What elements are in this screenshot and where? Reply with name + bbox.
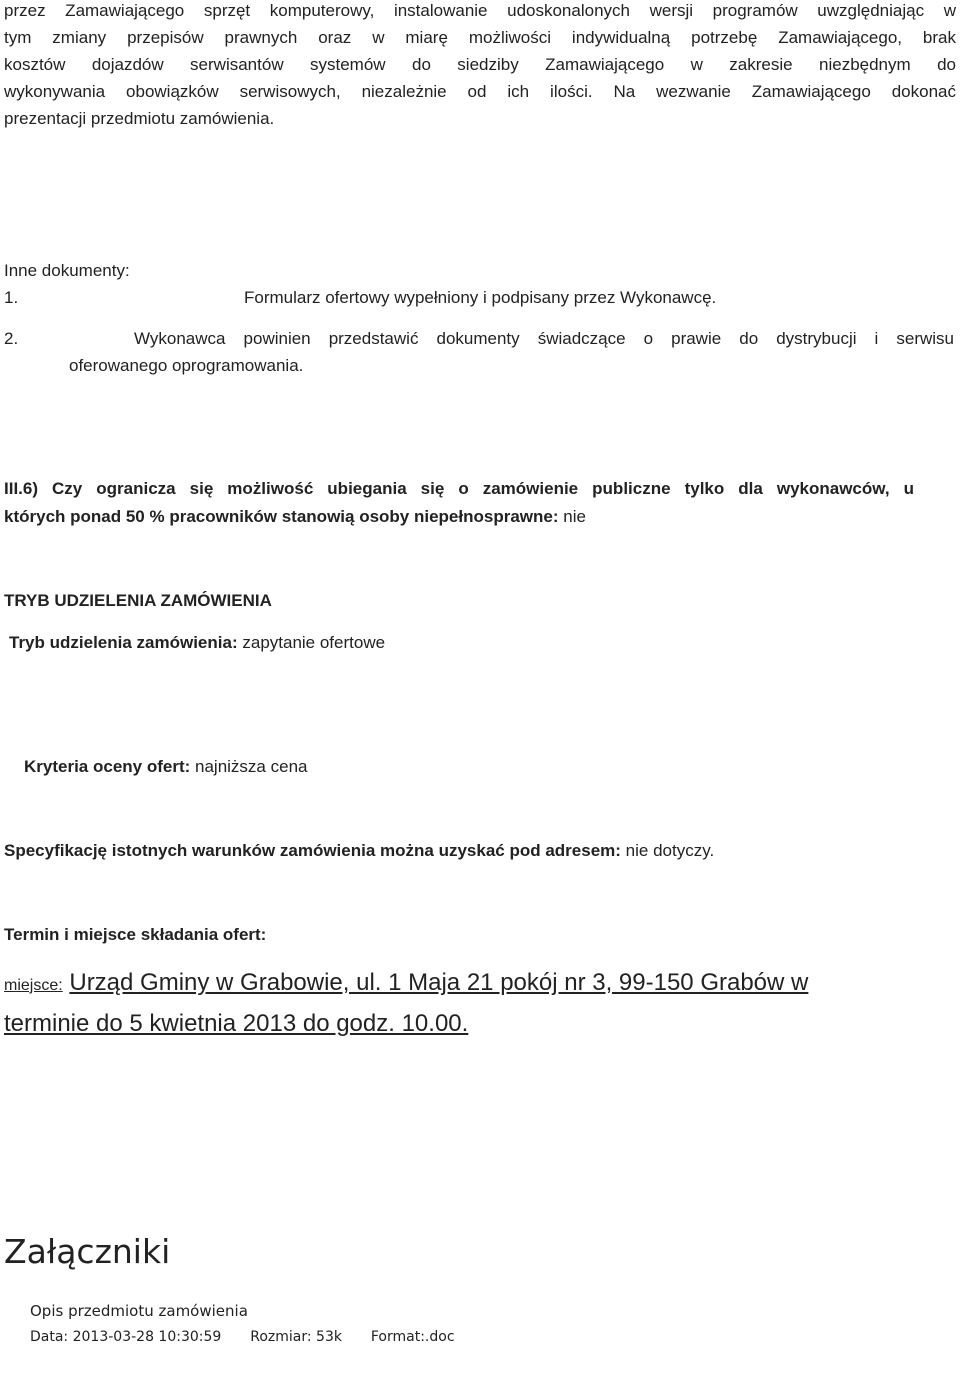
tryb-value: zapytanie ofertowe [242,633,386,652]
criteria-row [24,753,307,780]
intro-paragraph [4,0,956,132]
criteria-value: najniższa cena [195,757,308,776]
other-docs-item-1-number: 1. [4,288,19,307]
attachment-name-link[interactable]: Opis przedmiotu zamówienia [30,1302,248,1320]
attachment-format: .doc [424,1329,455,1345]
intro-line: wykonywania obowiązków serwisowych, niezależnie od ich ilości. Na wezwanie Zamawiającego dokonać [4,82,956,101]
intro-line: prezentacji przedmiotu zamówienia. [4,109,275,128]
criteria-label: Kryteria oceny ofert: [24,757,191,776]
deadline-place [4,964,944,1043]
other-docs-heading: Inne dokumenty: [4,261,130,280]
deadline-place-label: miejsce: [4,977,63,994]
section-iii6-question-line1: III.6) Czy ogranicza się możliwość ubiegania się o zamówienie publiczne tylko dla wykonawców, u [4,479,914,498]
attachment-date: 2013-03-28 10:30:59 [72,1329,222,1345]
intro-line: przez Zamawiającego sprzęt komputerowy, instalowanie udoskonalonych wersji programów uwzględniając w [4,1,956,20]
deadline-place-line1: Urząd Gminy w Grabowie, ul. 1 Maja 21 pokój nr 3, 99-150 Grabów w [69,969,809,996]
deadline-heading: Termin i miejsce składania ofert: [4,925,267,944]
attachments-title: Załączniki [4,1232,171,1271]
section-iii6-value: nie [563,507,586,526]
spec-row [4,837,714,864]
other-docs-item-1-text: Formularz ofertowy wypełniony i podpisany przez Wykonawcę. [244,288,717,307]
attachment-date-label: Data: [30,1329,69,1345]
other-docs-item-2-text-line2: oferowanego oprogramowania. [69,356,304,375]
other-docs-item-2-number: 2. [4,329,19,348]
tryb-label: Tryb udzielenia zamówienia: [9,633,238,652]
attachment-meta [30,1329,455,1345]
section-iii6-label: których ponad 50 % pracowników stanowią osoby niepełnosprawne: [4,507,559,526]
tryb-heading: TRYB UDZIELENIA ZAMÓWIENIA [4,591,272,610]
intro-line: kosztów dojazdów serwisantów systemów do siedziby Zamawiającego w zakresie niezbędnym do [4,55,956,74]
section-iii6-question-line2 [4,503,586,530]
other-docs-item-2-text-line1: Wykonawca powinien przedstawić dokumenty świadczące o prawie do dystrybucji i serwisu [134,329,954,348]
tryb-row [9,629,385,656]
attachment-size-label: Rozmiar: [250,1329,312,1345]
attachment-size: 53k [316,1329,342,1345]
spec-label: Specyfikację istotnych warunków zamówienia można uzyskać pod adresem: [4,841,621,860]
intro-line: tym zmiany przepisów prawnych oraz w miarę możliwości indywidualną potrzebę Zamawiającego, brak [4,28,956,47]
spec-value: nie dotyczy. [625,841,715,860]
attachment-format-label: Format: [370,1329,425,1345]
deadline-place-line2: terminie do 5 kwietnia 2013 do godz. 10.00. [4,1010,469,1037]
